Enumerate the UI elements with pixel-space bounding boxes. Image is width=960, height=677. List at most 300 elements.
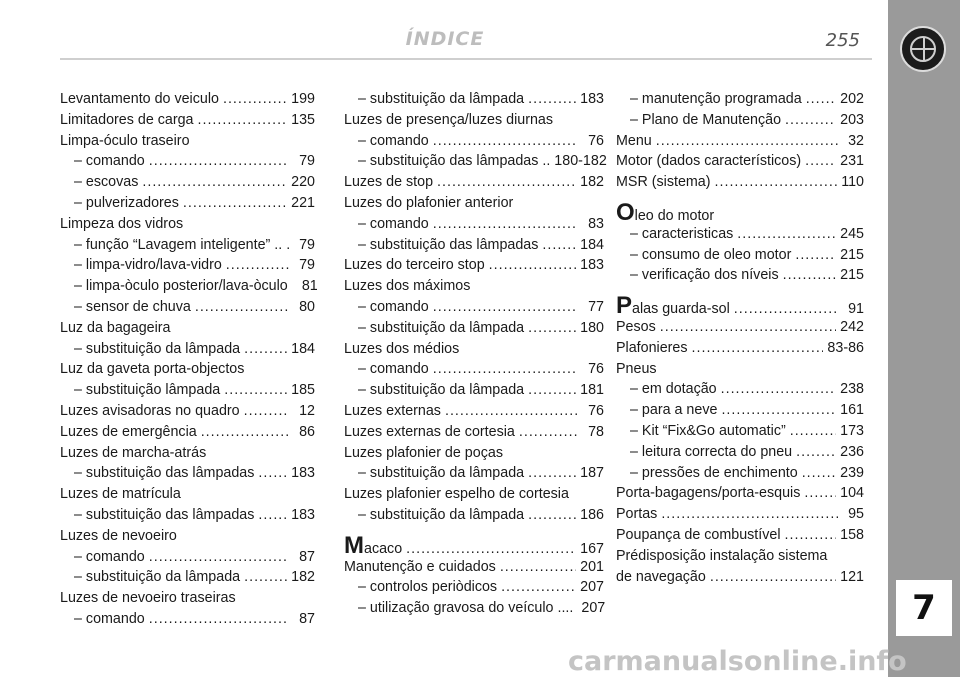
entry-label: Pneus bbox=[616, 360, 657, 377]
dot-leader bbox=[715, 172, 838, 193]
index-entry bbox=[60, 401, 315, 422]
entry-label: – pulverizadores bbox=[74, 194, 179, 211]
entry-text bbox=[630, 89, 802, 110]
entry-text bbox=[74, 276, 288, 297]
dot-leader bbox=[226, 255, 289, 276]
index-entry bbox=[616, 483, 864, 504]
index-entry bbox=[616, 359, 864, 380]
dot-leader bbox=[433, 214, 578, 235]
entry-label: Luzes avisadoras no quadro bbox=[60, 402, 240, 419]
entry-page: 183 bbox=[580, 91, 604, 107]
index-subentry bbox=[344, 89, 604, 110]
dot-leader bbox=[737, 224, 836, 245]
brand-logo-icon bbox=[900, 26, 946, 72]
entry-text bbox=[358, 577, 497, 598]
entry-text bbox=[630, 442, 792, 463]
entry-label: acaco bbox=[364, 540, 403, 557]
entry-text bbox=[358, 505, 524, 526]
entry-text bbox=[344, 172, 433, 193]
dot-leader bbox=[149, 547, 289, 568]
section-initial: M bbox=[344, 531, 364, 559]
entry-label: Luzes do terceiro stop bbox=[344, 257, 485, 274]
entry-label: Luzes externas bbox=[344, 402, 441, 419]
entry-page: 183 bbox=[291, 506, 315, 523]
dot-leader bbox=[721, 379, 837, 400]
entry-label: – pressões de enchimento bbox=[630, 464, 798, 481]
entry-label: Poupança de combustível bbox=[616, 526, 781, 543]
entry-label: – em dotação bbox=[630, 381, 717, 398]
entry-label: Limpeza dos vidros bbox=[60, 215, 184, 232]
dot-leader bbox=[805, 151, 836, 172]
dot-leader bbox=[149, 609, 289, 630]
entry-label: – limpa-vidro/lava-vidro bbox=[74, 257, 222, 274]
entry-page: 158 bbox=[840, 526, 864, 543]
entry-text bbox=[344, 341, 459, 357]
entry-text bbox=[630, 110, 781, 131]
entry-label: Luzes plafonier de poças bbox=[344, 444, 503, 461]
entry-text bbox=[60, 110, 194, 131]
index-subentry bbox=[60, 380, 315, 401]
entry-text bbox=[616, 548, 827, 564]
index-subentry bbox=[60, 235, 315, 256]
entry-page: 186 bbox=[580, 506, 604, 523]
index-entry bbox=[616, 525, 864, 546]
entry-page: 245 bbox=[840, 225, 864, 242]
index-subentry bbox=[60, 151, 315, 172]
entry-text bbox=[60, 216, 183, 232]
entry-label: MSR (sistema) bbox=[616, 174, 711, 191]
entry-label: – substituição da lâmpada bbox=[358, 382, 525, 399]
dot-leader bbox=[195, 297, 289, 318]
page-number: 255 bbox=[825, 30, 860, 51]
entry-label: – substituição da lâmpada bbox=[74, 340, 241, 357]
entry-text bbox=[358, 89, 524, 110]
entry-page: 76 bbox=[588, 361, 604, 378]
entry-text bbox=[74, 609, 145, 630]
entry-text bbox=[344, 195, 513, 211]
entry-label: – comando bbox=[358, 132, 429, 149]
entry-page: 91 bbox=[848, 301, 864, 318]
entry-text bbox=[60, 401, 240, 422]
entry-page: 201 bbox=[580, 558, 604, 575]
dot-leader bbox=[258, 505, 287, 526]
index-subentry bbox=[60, 567, 315, 588]
dot-leader bbox=[806, 89, 836, 110]
dot-leader bbox=[802, 463, 836, 484]
entry-text bbox=[358, 297, 429, 318]
entry-page: 76 bbox=[588, 402, 604, 419]
entry-page: 183 bbox=[580, 257, 604, 274]
entry-label: Levantamento do veiculo bbox=[60, 91, 219, 107]
dot-leader bbox=[528, 463, 576, 484]
entry-label: – Kit “Fix&Go automatic” bbox=[630, 422, 786, 439]
entry-text bbox=[60, 590, 236, 606]
entry-page: 79 bbox=[299, 236, 315, 253]
entry-text bbox=[74, 151, 145, 172]
entry-text bbox=[630, 400, 717, 421]
index-subentry bbox=[60, 276, 318, 297]
entry-page: 83-86 bbox=[827, 339, 864, 356]
entry-label: Luzes externas de cortesia bbox=[344, 423, 515, 440]
dot-leader bbox=[721, 400, 836, 421]
entry-page: 207 bbox=[581, 600, 606, 617]
index-entry bbox=[60, 526, 315, 547]
index-entry bbox=[616, 317, 864, 338]
dot-leader bbox=[500, 557, 576, 578]
dot-leader bbox=[258, 463, 287, 484]
entry-text bbox=[616, 338, 688, 359]
entry-page: 180 bbox=[580, 319, 604, 336]
entry-page: 121 bbox=[840, 568, 864, 585]
entry-page: 78 bbox=[588, 423, 604, 440]
entry-label: – substituição lâmpada bbox=[74, 382, 221, 399]
dot-leader bbox=[201, 422, 289, 443]
chapter-sidebar bbox=[888, 0, 960, 677]
entry-page: 185 bbox=[291, 382, 315, 399]
entry-page: 76 bbox=[588, 132, 604, 149]
entry-page: 173 bbox=[840, 422, 864, 439]
index-entry bbox=[616, 546, 864, 567]
entry-label: Luzes dos médios bbox=[344, 340, 460, 357]
entry-text bbox=[616, 567, 706, 588]
entry-label: – manutenção programada bbox=[630, 91, 802, 107]
index-subentry bbox=[616, 379, 864, 400]
index-subentry bbox=[60, 193, 315, 214]
entry-text bbox=[358, 598, 573, 619]
entry-label: Luz da gaveta porta-objectos bbox=[60, 361, 245, 378]
entry-text bbox=[344, 255, 485, 276]
dot-leader bbox=[445, 401, 578, 422]
entry-page: 202 bbox=[840, 91, 864, 107]
index-entry bbox=[344, 110, 604, 131]
header-divider bbox=[60, 58, 872, 60]
dot-leader bbox=[149, 151, 289, 172]
entry-label: – comando bbox=[74, 610, 145, 627]
entry-label: leo do motor bbox=[634, 207, 715, 224]
page-title: ÍNDICE bbox=[405, 28, 485, 50]
entry-page: 167 bbox=[580, 540, 604, 557]
dot-leader bbox=[795, 245, 836, 266]
index-entry bbox=[344, 401, 604, 422]
entry-label: Limpa-óculo traseiro bbox=[60, 132, 190, 149]
index-subentry bbox=[616, 224, 864, 245]
entry-page: 242 bbox=[840, 318, 864, 335]
entry-label: Prédisposição instalação sistema bbox=[616, 547, 828, 564]
index-subentry bbox=[344, 131, 604, 152]
entry-page: 12 bbox=[299, 402, 315, 419]
entry-page: 221 bbox=[291, 194, 315, 211]
entry-text bbox=[60, 89, 219, 110]
entry-label: – substituição das lâmpadas bbox=[74, 465, 255, 482]
index-entry bbox=[344, 443, 604, 464]
entry-text bbox=[358, 214, 429, 235]
index-subentry bbox=[616, 89, 864, 110]
entry-text bbox=[630, 224, 733, 245]
index-subentry bbox=[344, 577, 604, 598]
entry-label: – substituição das lâmpadas .. 180-182 bbox=[358, 153, 607, 170]
entry-page: 199 bbox=[291, 91, 315, 107]
entry-page: 184 bbox=[580, 236, 604, 253]
entry-label: Luzes plafonier espelho de cortesia bbox=[344, 486, 569, 503]
index-entry bbox=[616, 198, 864, 226]
entry-text bbox=[74, 547, 145, 568]
entry-text bbox=[74, 193, 179, 214]
index-entry bbox=[616, 292, 864, 320]
dot-leader bbox=[783, 265, 837, 286]
entry-label: Luzes de presença/luzes diurnas bbox=[344, 111, 554, 128]
entry-label: – substituição da lâmpada bbox=[358, 465, 525, 482]
index-entry bbox=[616, 131, 864, 152]
entry-text bbox=[616, 483, 800, 504]
index-subentry bbox=[60, 172, 315, 193]
index-subentry bbox=[344, 297, 604, 318]
index-subentry bbox=[344, 214, 604, 235]
entry-label: – escovas bbox=[74, 174, 139, 191]
dot-leader bbox=[660, 317, 836, 338]
index-entry bbox=[60, 588, 315, 609]
index-subentry bbox=[60, 339, 315, 360]
entry-text bbox=[60, 422, 197, 443]
entry-label: – substituição das lâmpadas bbox=[358, 236, 539, 253]
dot-leader bbox=[542, 235, 576, 256]
entry-page: 86 bbox=[299, 423, 315, 440]
entry-text bbox=[358, 380, 524, 401]
section-initial: O bbox=[616, 198, 635, 226]
entry-label: – sensor de chuva bbox=[74, 298, 191, 315]
entry-label: – função “Lavagem inteligente” .. bbox=[74, 236, 283, 253]
index-entry bbox=[616, 338, 864, 359]
index-subentry bbox=[344, 151, 607, 172]
dot-leader bbox=[796, 442, 836, 463]
dot-leader bbox=[790, 421, 836, 442]
entry-label: – substituição das lâmpadas bbox=[74, 506, 255, 523]
entry-label: – leitura correcta do pneu bbox=[630, 443, 793, 460]
entry-text bbox=[60, 133, 190, 149]
index-subentry bbox=[344, 318, 604, 339]
dot-leader bbox=[804, 483, 836, 504]
dot-leader bbox=[785, 525, 837, 546]
section-initial: P bbox=[616, 292, 633, 320]
entry-page: 79 bbox=[299, 257, 315, 274]
entry-label: Luzes de matrícula bbox=[60, 486, 181, 503]
dot-leader bbox=[437, 172, 576, 193]
entry-label: – comando bbox=[358, 215, 429, 232]
section-gap bbox=[616, 286, 864, 296]
entry-text bbox=[344, 112, 553, 128]
entry-page: 207 bbox=[580, 579, 604, 596]
entry-label: Limitadores de carga bbox=[60, 111, 194, 128]
entry-page: 77 bbox=[588, 298, 604, 315]
entry-text bbox=[74, 505, 254, 526]
index-entry bbox=[60, 214, 315, 235]
index-entry bbox=[344, 172, 604, 193]
entry-text bbox=[344, 278, 470, 294]
index-subentry bbox=[344, 598, 604, 619]
entry-text bbox=[616, 361, 657, 377]
index-subentry bbox=[60, 297, 315, 318]
entry-label: Manutenção e cuidados bbox=[344, 558, 496, 575]
entry-text bbox=[630, 379, 717, 400]
entry-text bbox=[616, 131, 652, 152]
dot-leader bbox=[785, 110, 836, 131]
index-entry bbox=[344, 193, 604, 214]
section-gap bbox=[616, 193, 864, 203]
entry-page: 184 bbox=[291, 340, 315, 357]
entry-text bbox=[74, 339, 240, 360]
entry-page: 187 bbox=[580, 465, 604, 482]
index-subentry bbox=[616, 265, 864, 286]
dot-leader bbox=[244, 567, 287, 588]
index-subentry bbox=[60, 505, 315, 526]
index-subentry bbox=[60, 463, 315, 484]
index-entry bbox=[344, 422, 604, 443]
entry-text bbox=[616, 504, 657, 525]
index-subentry bbox=[344, 463, 604, 484]
entry-text bbox=[616, 151, 801, 172]
entry-page: 220 bbox=[291, 174, 315, 191]
index-entry bbox=[60, 131, 315, 152]
entry-text bbox=[358, 463, 524, 484]
dot-leader bbox=[661, 504, 838, 525]
entry-label: – caracteristicas bbox=[630, 225, 734, 242]
entry-page: 215 bbox=[840, 267, 864, 284]
index-column-3 bbox=[616, 89, 864, 587]
index-entry bbox=[616, 504, 864, 525]
entry-text bbox=[344, 401, 441, 422]
entry-label: Porta-bagagens/porta-esquis bbox=[616, 485, 801, 502]
entry-page: 80 bbox=[299, 298, 315, 315]
index-subentry bbox=[616, 442, 864, 463]
entry-label: – controlos periòdicos bbox=[358, 579, 498, 596]
entry-text bbox=[358, 131, 429, 152]
entry-text bbox=[630, 265, 779, 286]
entry-page: 110 bbox=[841, 174, 864, 191]
index-subentry bbox=[616, 463, 864, 484]
entry-text bbox=[344, 422, 515, 443]
entry-label: – comando bbox=[358, 361, 429, 378]
entry-text bbox=[74, 297, 191, 318]
entry-label: – comando bbox=[74, 548, 145, 565]
entry-label: Plafonieres bbox=[616, 339, 688, 356]
entry-text bbox=[74, 463, 254, 484]
entry-page: 104 bbox=[840, 485, 864, 502]
entry-text bbox=[358, 318, 524, 339]
dot-leader bbox=[489, 255, 576, 276]
entry-label: – substituição da lâmpada bbox=[358, 91, 525, 107]
entry-label: – comando bbox=[74, 153, 145, 170]
entry-text bbox=[74, 255, 222, 276]
entry-text bbox=[74, 235, 282, 256]
entry-label: Luzes de emergência bbox=[60, 423, 197, 440]
entry-page: 181 bbox=[580, 382, 604, 399]
entry-page: 182 bbox=[291, 569, 315, 586]
index-entry bbox=[344, 557, 604, 578]
entry-label: de navegação bbox=[616, 568, 706, 585]
entry-text bbox=[60, 445, 206, 461]
index-entry bbox=[616, 172, 864, 193]
entry-label: alas guarda-sol bbox=[632, 301, 730, 318]
dot-leader bbox=[528, 318, 576, 339]
entry-page: 239 bbox=[840, 464, 864, 481]
entry-label: Luzes dos máximos bbox=[344, 278, 471, 295]
dot-leader bbox=[433, 359, 578, 380]
index-entry bbox=[60, 318, 315, 339]
entry-label: – para a neve bbox=[630, 402, 718, 419]
index-entry bbox=[344, 276, 604, 297]
dot-leader bbox=[223, 89, 287, 110]
entry-label: Luzes de nevoeiro bbox=[60, 527, 177, 544]
entry-page: 238 bbox=[840, 381, 864, 398]
entry-label: – comando bbox=[358, 298, 429, 315]
entry-page: 203 bbox=[840, 111, 864, 128]
dot-leader bbox=[142, 172, 287, 193]
index-entry bbox=[616, 567, 864, 588]
entry-label: Luz da bagageira bbox=[60, 319, 171, 336]
entry-text bbox=[630, 463, 798, 484]
section-gap bbox=[344, 526, 604, 536]
entry-text bbox=[616, 198, 715, 226]
dot-leader bbox=[433, 131, 578, 152]
dot-leader bbox=[433, 297, 578, 318]
index-subentry bbox=[60, 255, 315, 276]
entry-label: – utilização gravosa do veículo .... bbox=[358, 600, 574, 617]
entry-text bbox=[60, 528, 177, 544]
entry-page: 231 bbox=[840, 153, 864, 170]
entry-page: 87 bbox=[299, 548, 315, 565]
dot-leader bbox=[710, 567, 836, 588]
index-column-1 bbox=[60, 89, 318, 630]
index-column-2 bbox=[344, 89, 607, 619]
index-subentry bbox=[60, 609, 315, 630]
dot-leader bbox=[183, 193, 287, 214]
index-subentry bbox=[60, 547, 315, 568]
index-entry bbox=[60, 443, 315, 464]
entry-text bbox=[74, 380, 220, 401]
dot-leader bbox=[519, 422, 578, 443]
entry-text bbox=[616, 317, 656, 338]
entry-text bbox=[60, 486, 181, 502]
dot-leader bbox=[244, 401, 289, 422]
entry-text bbox=[358, 235, 538, 256]
entry-text bbox=[74, 172, 138, 193]
index-subentry bbox=[344, 380, 604, 401]
index-entry bbox=[344, 484, 604, 505]
index-subentry bbox=[616, 245, 864, 266]
dot-leader bbox=[528, 89, 576, 110]
entry-page: 79 bbox=[299, 153, 315, 170]
entry-text bbox=[60, 320, 171, 336]
entry-label: Luzes de stop bbox=[344, 174, 434, 191]
index-subentry bbox=[616, 110, 864, 131]
entry-page: 183 bbox=[291, 465, 315, 482]
entry-text bbox=[630, 421, 786, 442]
entry-label: Luzes de marcha-atrás bbox=[60, 444, 207, 461]
entry-text bbox=[616, 172, 711, 193]
entry-label: Motor (dados característicos) bbox=[616, 153, 802, 170]
index-subentry bbox=[344, 235, 604, 256]
index-subentry bbox=[344, 359, 604, 380]
index-subentry bbox=[344, 505, 604, 526]
index-subentry bbox=[616, 421, 864, 442]
entry-text bbox=[74, 567, 240, 588]
entry-page: 236 bbox=[840, 443, 864, 460]
dot-leader bbox=[244, 339, 287, 360]
index-subentry bbox=[616, 400, 864, 421]
dot-leader bbox=[501, 577, 576, 598]
dot-leader bbox=[198, 110, 288, 131]
index-entry bbox=[344, 339, 604, 360]
entry-page: 215 bbox=[840, 246, 864, 263]
